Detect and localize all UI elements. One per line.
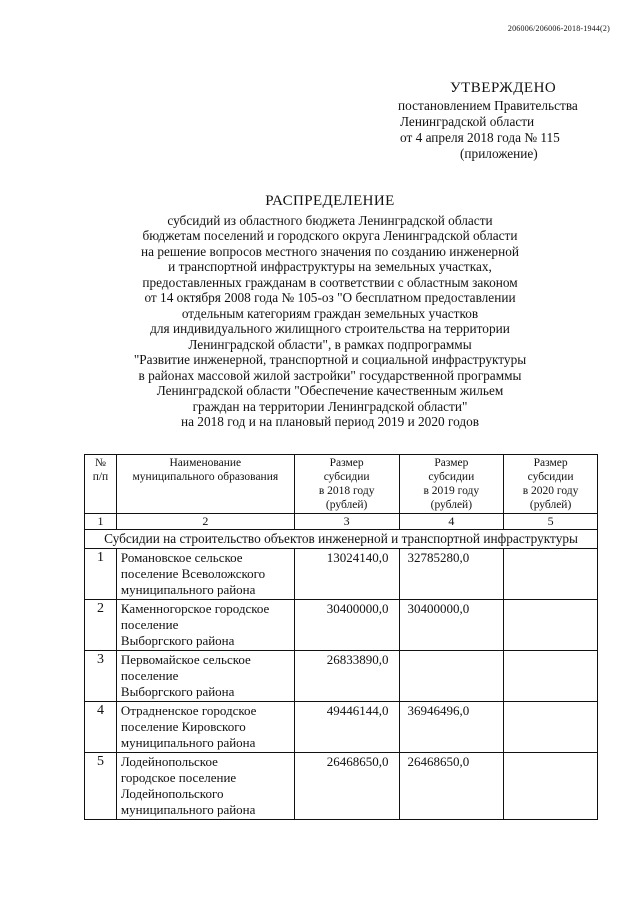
subsidy-2018: 26833890,0 (294, 651, 399, 702)
subtitle-line: в районах массовой жилой застройки" государственной программы (138, 367, 522, 383)
section-title: Субсидии на строительство объектов инженерной и транспортной инфраструктуры (85, 530, 598, 549)
subsidy-2018: 13024140,0 (294, 549, 399, 600)
row-number: 3 (85, 651, 117, 702)
row-number: 1 (85, 549, 117, 600)
column-number: 3 (294, 514, 399, 530)
municipality-name: Лодейнопольское городское поселение Лодейнопольского муниципального района (116, 753, 294, 820)
row-number: 2 (85, 600, 117, 651)
subsidy-2019: 26468650,0 (399, 753, 504, 820)
subtitle-line: "Развитие инженерной, транспортной и социальной инфраструктуры (133, 352, 527, 367)
header-name: Наименование муниципального образования (116, 455, 294, 514)
subtitle-line: Ленинградской области", в рамках подпрограммы (188, 336, 472, 352)
subsidy-2019: 30400000,0 (399, 600, 504, 651)
subsidy-2018: 49446144,0 (294, 702, 399, 753)
table-row (85, 702, 598, 753)
subsidy-2018: 30400000,0 (294, 600, 399, 651)
header-2019: Размер субсидии в 2019 году (рублей) (399, 455, 504, 514)
approval-line-1: постановлением Правительства (398, 98, 578, 113)
approval-line-4: (приложение) (460, 146, 538, 161)
approval-block (398, 80, 608, 162)
header-num: № п/п (85, 455, 117, 514)
column-number: 2 (116, 514, 294, 530)
subsidy-table (84, 454, 598, 820)
subtitle-line: отдельным категориям граждан земельных участков (181, 305, 479, 321)
subtitle-line: от 14 октября 2008 года № 105-оз "О бесплатном предоставлении (144, 290, 516, 305)
column-number-row (85, 514, 598, 530)
approval-title: УТВЕРЖДЕНО (450, 80, 557, 96)
approval-line-2: Ленинградской области (400, 114, 535, 129)
header-2018: Размер субсидии в 2018 году (рублей) (294, 455, 399, 514)
column-number: 1 (85, 514, 117, 530)
document-id: 206006/206006-2018-1944(2) (507, 24, 610, 33)
subsidy-2018: 26468650,0 (294, 753, 399, 820)
table-row (85, 549, 598, 600)
table-row (85, 753, 598, 820)
document-title-block (60, 194, 600, 430)
subtitle-line: на 2018 год и на плановый период 2019 и 2020 годов (180, 414, 480, 429)
table-row (85, 600, 598, 651)
subtitle-line: бюджетам поселений и городского округа Ленинградской области (142, 228, 518, 243)
subtitle-line: Ленинградской области "Обеспечение качественным жильем (156, 383, 504, 398)
subsidy-2020 (504, 651, 598, 702)
subsidy-2020 (504, 753, 598, 820)
approval-line-3: от 4 апреля 2018 года № 115 (400, 130, 560, 145)
subsidy-2019 (399, 651, 504, 702)
municipality-name: Отрадненское городское поселение Кировского муниципального района (116, 702, 294, 753)
header-2020: Размер субсидии в 2020 году (рублей) (504, 455, 598, 514)
subtitle-line: на решение вопросов местного значения по созданию инженерной (141, 243, 519, 259)
subtitle-line: для индивидуального жилищного строительства на территории (150, 321, 510, 336)
municipality-name: Романовское сельское поселение Всеволожского муниципального района (116, 549, 294, 600)
municipality-name: Каменногорское городское поселение Выборгского района (116, 600, 294, 651)
subsidy-2019: 36946496,0 (399, 702, 504, 753)
table-row (85, 651, 598, 702)
document-heading: РАСПРЕДЕЛЕНИЕ (265, 193, 395, 209)
column-number: 5 (504, 514, 598, 530)
subsidy-2020 (504, 702, 598, 753)
table-header-row (85, 455, 598, 514)
subsidy-2020 (504, 600, 598, 651)
column-number: 4 (399, 514, 504, 530)
row-number: 5 (85, 753, 117, 820)
row-number: 4 (85, 702, 117, 753)
subtitle-line: субсидий из областного бюджета Ленинградской области (167, 212, 493, 228)
municipality-name: Первомайское сельское поселение Выборгского района (116, 651, 294, 702)
subsidy-2020 (504, 549, 598, 600)
subtitle-line: граждан на территории Ленинградской области" (192, 398, 468, 414)
subsidy-2019: 32785280,0 (399, 549, 504, 600)
section-row (85, 530, 598, 549)
subtitle-line: и транспортной инфраструктуры на земельных участках, (168, 259, 492, 274)
subtitle-line: предоставленных гражданам в соответствии с областным законом (142, 274, 518, 290)
